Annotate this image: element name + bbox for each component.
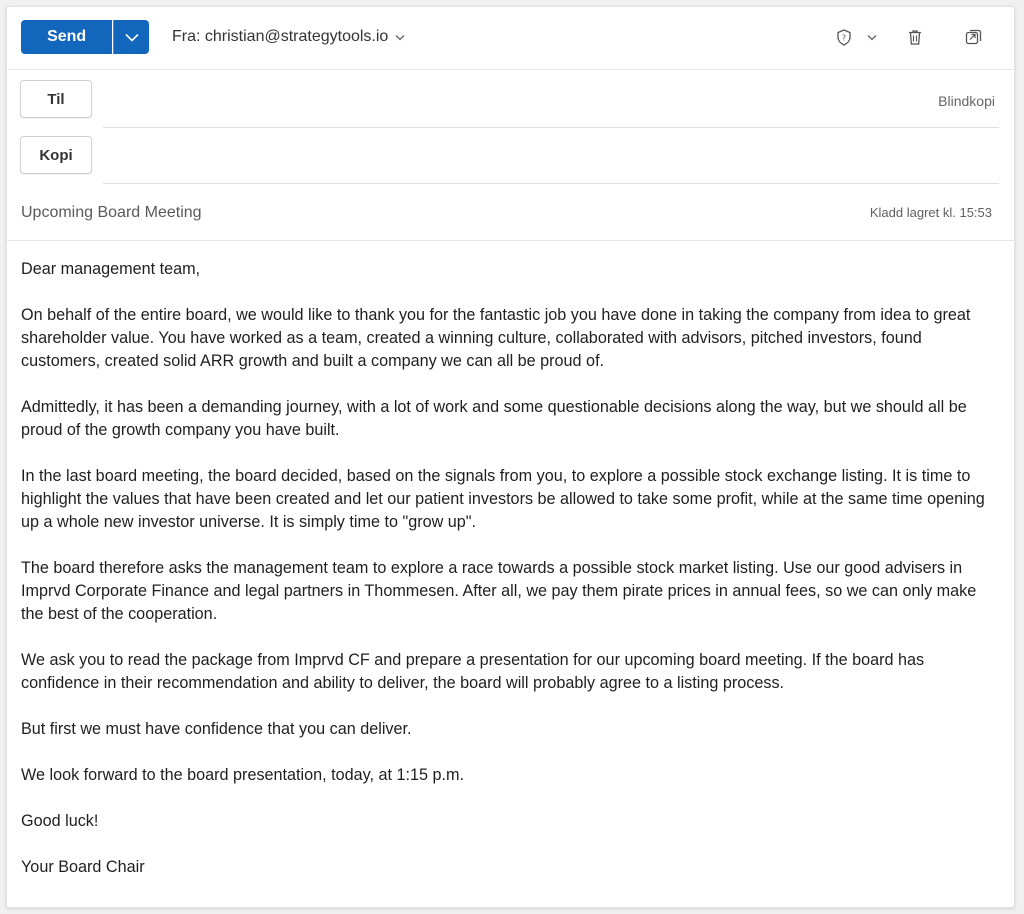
draft-saved-status: Kladd lagret kl. 15:53 bbox=[869, 205, 992, 220]
body-paragraph: We look forward to the board presentation, today, at 1:15 p.m. bbox=[21, 766, 465, 784]
to-field[interactable] bbox=[103, 127, 999, 128]
chevron-down-icon bbox=[395, 34, 405, 41]
body-paragraph: We ask you to read the package from Imprvd CF and prepare a presentation for our upcoming board meeting. If the board has confidence in their recommendation and ability to deliver, the board will probably agree to a listing process. bbox=[21, 651, 925, 692]
popout-icon[interactable] bbox=[964, 28, 982, 46]
body-paragraph: Dear management team, bbox=[21, 260, 201, 278]
send-button-group bbox=[21, 20, 149, 54]
from-selector[interactable] bbox=[172, 28, 405, 46]
message-body[interactable] bbox=[21, 258, 996, 902]
to-button[interactable]: Til bbox=[20, 80, 92, 118]
cc-field[interactable] bbox=[103, 183, 999, 184]
body-paragraph: Admittedly, it has been a demanding journey, with a lot of work and some questionable decisions along the way, but we should all be proud of the growth company you have built. bbox=[21, 398, 967, 439]
signature: Your Board Chair bbox=[21, 858, 145, 876]
chevron-down-icon[interactable] bbox=[863, 28, 881, 46]
body-paragraph: The board therefore asks the management team to explore a race towards a possible stock market listing. Use our good advisers in Imprvd Corporate Finance and legal partners in Thommesen. After all, we pay them pirate prices in annual fees, so we can only make the best of the cooperation. bbox=[21, 559, 977, 623]
subject-input[interactable]: Upcoming Board Meeting bbox=[21, 204, 202, 221]
send-button[interactable]: Send bbox=[21, 20, 112, 54]
trash-icon[interactable] bbox=[906, 28, 924, 46]
body-paragraph: Good luck! bbox=[21, 812, 99, 830]
bcc-button[interactable]: Blindkopi bbox=[938, 93, 995, 109]
body-paragraph: In the last board meeting, the board decided, based on the signals from you, to explore a possible stock exchange listing. It is time to highlight the values that have been created and let our patient investors be allowed to take some profit, while at the same time opening up a whole new investor universe. It is simply time to "grow up". bbox=[21, 467, 985, 531]
from-label: Fra: christian@strategytools.io bbox=[172, 28, 389, 45]
send-options-button[interactable] bbox=[113, 20, 149, 54]
chevron-down-icon bbox=[125, 33, 139, 42]
cc-button[interactable]: Kopi bbox=[20, 136, 92, 174]
sensitivity-icon[interactable] bbox=[835, 28, 853, 46]
compose-toolbar bbox=[7, 7, 1014, 70]
compose-window bbox=[6, 6, 1015, 908]
body-paragraph: But first we must have confidence that you can deliver. bbox=[21, 720, 412, 738]
svg-text:?: ? bbox=[841, 33, 847, 42]
subject-divider bbox=[7, 240, 1014, 241]
body-paragraph: On behalf of the entire board, we would like to thank you for the fantastic job you have done in taking the company from idea to great shareholder value. You have worked as a team, created a winning culture, collaborated with advisors, pitched investors, found customers, created solid ARR growth and built a company we can all be proud of. bbox=[21, 306, 971, 370]
